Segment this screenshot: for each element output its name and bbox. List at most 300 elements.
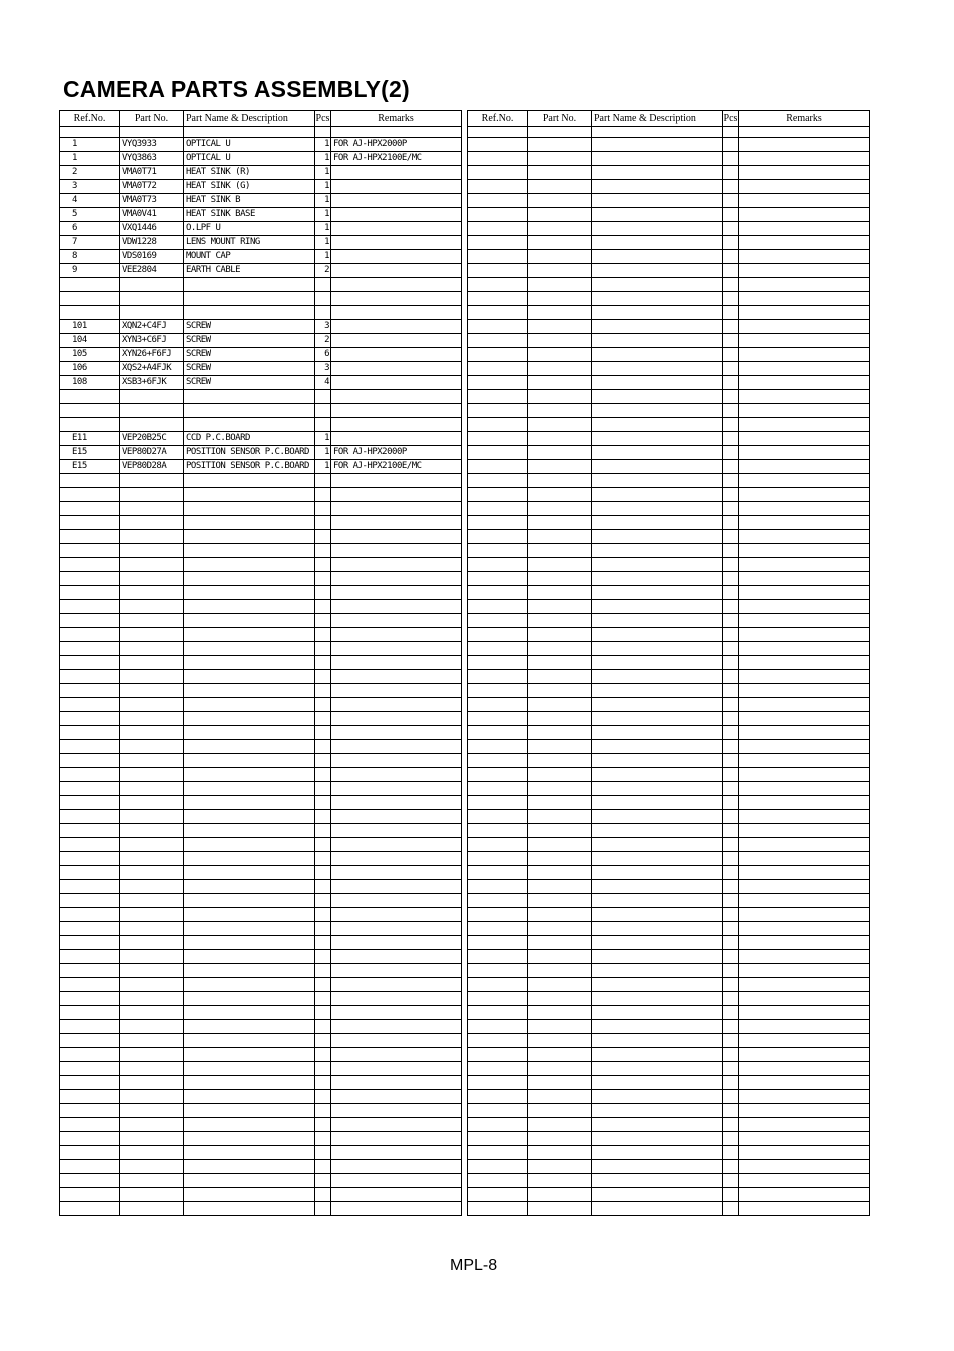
part-no-cell	[120, 1188, 184, 1202]
table-row	[60, 460, 462, 474]
table-row	[60, 292, 462, 306]
ref-cell: 106	[60, 362, 120, 376]
pcs-cell	[723, 404, 739, 418]
part-no-cell	[528, 1048, 592, 1062]
part-no-cell	[120, 936, 184, 950]
part-no-cell	[120, 740, 184, 754]
part-no-cell: VDW1228	[120, 236, 184, 250]
ref-cell	[60, 292, 120, 306]
pcs-cell	[723, 208, 739, 222]
ref-cell	[60, 852, 120, 866]
part-no-cell	[528, 208, 592, 222]
part-no-cell: XYN3+C6FJ	[120, 334, 184, 348]
pcs-cell	[723, 544, 739, 558]
ref-cell	[468, 656, 528, 670]
part-no-cell	[120, 1006, 184, 1020]
remarks-cell	[739, 614, 870, 628]
remarks-cell	[331, 432, 462, 446]
remarks-cell	[331, 586, 462, 600]
table-row	[60, 614, 462, 628]
table-row	[468, 1132, 870, 1146]
ref-cell	[468, 1076, 528, 1090]
remarks-cell	[331, 936, 462, 950]
part-name-cell: SCREW	[184, 376, 315, 390]
part-no-cell	[120, 698, 184, 712]
pcs-cell	[315, 1160, 331, 1174]
table-row	[60, 1020, 462, 1034]
part-no-cell	[120, 852, 184, 866]
remarks-cell	[331, 964, 462, 978]
table-row	[60, 1188, 462, 1202]
pcs-cell	[723, 250, 739, 264]
ref-cell	[60, 1188, 120, 1202]
remarks-cell	[739, 656, 870, 670]
table-row	[468, 390, 870, 404]
part-name-cell	[592, 628, 723, 642]
part-name-cell	[592, 712, 723, 726]
table-row	[468, 222, 870, 236]
pcs-cell	[315, 488, 331, 502]
header-ref-no: Ref.No.	[468, 111, 528, 127]
ref-cell	[468, 936, 528, 950]
remarks-cell	[331, 264, 462, 278]
remarks-cell	[331, 127, 462, 138]
table-row	[60, 838, 462, 852]
part-name-cell	[592, 866, 723, 880]
part-no-cell	[528, 740, 592, 754]
ref-cell: 7	[60, 236, 120, 250]
part-name-cell	[592, 768, 723, 782]
part-name-cell: POSITION SENSOR P.C.BOARD	[184, 446, 315, 460]
ref-cell	[60, 614, 120, 628]
ref-cell	[468, 586, 528, 600]
part-no-cell	[528, 138, 592, 152]
pcs-cell	[315, 852, 331, 866]
table-row	[60, 964, 462, 978]
pcs-cell	[723, 1020, 739, 1034]
part-no-cell	[120, 530, 184, 544]
table-row	[60, 628, 462, 642]
remarks-cell	[331, 558, 462, 572]
table-row	[468, 194, 870, 208]
table-row	[468, 1146, 870, 1160]
table-row	[468, 530, 870, 544]
table-row	[60, 768, 462, 782]
remarks-cell	[331, 768, 462, 782]
part-name-cell	[184, 1132, 315, 1146]
remarks-cell	[331, 572, 462, 586]
ref-cell	[468, 208, 528, 222]
part-no-cell	[120, 866, 184, 880]
part-no-cell: VYQ3933	[120, 138, 184, 152]
ref-cell	[60, 922, 120, 936]
pcs-cell	[723, 964, 739, 978]
remarks-cell	[331, 292, 462, 306]
remarks-cell	[739, 390, 870, 404]
part-name-cell: O.LPF U	[184, 222, 315, 236]
part-no-cell	[528, 908, 592, 922]
part-no-cell	[120, 894, 184, 908]
table-header-row	[468, 111, 870, 127]
part-name-cell	[592, 1076, 723, 1090]
part-no-cell	[120, 1202, 184, 1216]
table-row	[60, 698, 462, 712]
pcs-cell	[315, 810, 331, 824]
table-row	[60, 1146, 462, 1160]
remarks-cell	[739, 852, 870, 866]
part-name-cell	[184, 810, 315, 824]
part-name-cell	[592, 530, 723, 544]
part-no-cell	[528, 334, 592, 348]
part-no-cell	[528, 978, 592, 992]
part-no-cell: VYQ3863	[120, 152, 184, 166]
ref-cell: 5	[60, 208, 120, 222]
part-name-cell	[592, 264, 723, 278]
page-number: MPL-8	[450, 1257, 498, 1274]
pcs-cell	[723, 796, 739, 810]
part-no-cell	[528, 852, 592, 866]
remarks-cell: FOR AJ-HPX2000P	[331, 446, 462, 460]
part-name-cell	[592, 740, 723, 754]
remarks-cell	[739, 628, 870, 642]
ref-cell	[468, 320, 528, 334]
pcs-cell: 2	[315, 334, 331, 348]
remarks-cell	[331, 166, 462, 180]
part-name-cell	[184, 936, 315, 950]
part-no-cell: VEE2804	[120, 264, 184, 278]
pcs-cell	[315, 614, 331, 628]
ref-cell	[468, 684, 528, 698]
pcs-cell: 1	[315, 236, 331, 250]
part-name-cell	[184, 824, 315, 838]
table-row	[468, 1104, 870, 1118]
part-no-cell	[528, 866, 592, 880]
part-no-cell	[120, 1118, 184, 1132]
remarks-cell	[331, 1104, 462, 1118]
table-header-row	[60, 111, 462, 127]
part-name-cell: SCREW	[184, 334, 315, 348]
table-row	[60, 1048, 462, 1062]
ref-cell	[468, 978, 528, 992]
part-no-cell	[528, 670, 592, 684]
pcs-cell: 1	[315, 460, 331, 474]
part-name-cell	[592, 1132, 723, 1146]
pcs-cell	[315, 516, 331, 530]
part-no-cell	[120, 474, 184, 488]
pcs-cell	[723, 446, 739, 460]
ref-cell	[468, 194, 528, 208]
pcs-cell	[723, 432, 739, 446]
part-no-cell	[528, 1104, 592, 1118]
ref-cell	[60, 600, 120, 614]
part-name-cell	[592, 1188, 723, 1202]
part-name-cell	[184, 1062, 315, 1076]
part-name-cell	[184, 726, 315, 740]
part-name-cell	[184, 978, 315, 992]
pcs-cell	[723, 292, 739, 306]
part-no-cell	[528, 600, 592, 614]
part-name-cell	[592, 1146, 723, 1160]
ref-cell	[468, 292, 528, 306]
part-no-cell	[528, 586, 592, 600]
part-name-cell	[184, 628, 315, 642]
table-row	[60, 754, 462, 768]
part-no-cell	[528, 152, 592, 166]
remarks-cell	[739, 782, 870, 796]
ref-cell	[468, 992, 528, 1006]
table-row	[468, 292, 870, 306]
part-name-cell: HEAT SINK (R)	[184, 166, 315, 180]
remarks-cell	[331, 208, 462, 222]
ref-cell	[468, 1048, 528, 1062]
table-row	[468, 572, 870, 586]
header-pcs: Pcs	[723, 111, 739, 127]
pcs-cell	[723, 390, 739, 404]
table-row	[60, 1132, 462, 1146]
part-name-cell	[592, 670, 723, 684]
part-name-cell	[184, 642, 315, 656]
pcs-cell	[315, 1188, 331, 1202]
part-no-cell	[120, 600, 184, 614]
part-no-cell	[528, 838, 592, 852]
ref-cell	[468, 166, 528, 180]
part-name-cell	[184, 684, 315, 698]
pcs-cell	[723, 1006, 739, 1020]
part-no-cell	[528, 432, 592, 446]
ref-cell	[468, 810, 528, 824]
part-no-cell	[120, 1160, 184, 1174]
pcs-cell	[315, 1090, 331, 1104]
table-row	[468, 796, 870, 810]
part-no-cell	[528, 502, 592, 516]
remarks-cell	[739, 740, 870, 754]
ref-cell	[468, 1132, 528, 1146]
part-no-cell	[528, 320, 592, 334]
table-row	[468, 558, 870, 572]
table-row	[60, 726, 462, 740]
part-no-cell	[528, 698, 592, 712]
pcs-cell	[315, 544, 331, 558]
table-row	[468, 446, 870, 460]
remarks-cell	[739, 698, 870, 712]
remarks-cell	[739, 936, 870, 950]
part-no-cell	[528, 572, 592, 586]
table-row	[60, 1076, 462, 1090]
remarks-cell	[739, 362, 870, 376]
pcs-cell	[315, 754, 331, 768]
pcs-cell	[315, 866, 331, 880]
table-row	[468, 726, 870, 740]
pcs-cell	[315, 390, 331, 404]
remarks-cell	[739, 950, 870, 964]
remarks-cell	[739, 586, 870, 600]
part-name-cell	[592, 474, 723, 488]
part-name-cell	[592, 1090, 723, 1104]
header-part-name: Part Name & Description	[592, 111, 723, 127]
table-row	[60, 1006, 462, 1020]
ref-cell	[468, 908, 528, 922]
pcs-cell	[723, 810, 739, 824]
table-row	[60, 376, 462, 390]
table-row	[60, 1202, 462, 1216]
ref-cell: E15	[60, 446, 120, 460]
part-no-cell	[528, 754, 592, 768]
pcs-cell	[315, 1146, 331, 1160]
remarks-cell	[331, 1174, 462, 1188]
table-row	[468, 404, 870, 418]
ref-cell	[468, 264, 528, 278]
pcs-cell	[723, 376, 739, 390]
pcs-cell	[315, 670, 331, 684]
part-no-cell	[528, 194, 592, 208]
remarks-cell	[331, 1202, 462, 1216]
part-name-cell	[592, 222, 723, 236]
ref-cell	[468, 1104, 528, 1118]
table-row	[468, 712, 870, 726]
ref-cell	[60, 782, 120, 796]
header-ref-no: Ref.No.	[60, 111, 120, 127]
part-no-cell	[120, 656, 184, 670]
ref-cell	[60, 278, 120, 292]
ref-cell	[60, 1090, 120, 1104]
pcs-cell	[315, 642, 331, 656]
part-name-cell	[592, 544, 723, 558]
part-no-cell	[528, 1174, 592, 1188]
ref-cell: 6	[60, 222, 120, 236]
remarks-cell	[739, 1006, 870, 1020]
remarks-cell	[739, 1076, 870, 1090]
header-part-no: Part No.	[528, 111, 592, 127]
table-row	[468, 306, 870, 320]
part-no-cell	[528, 894, 592, 908]
remarks-cell	[739, 838, 870, 852]
remarks-cell	[331, 600, 462, 614]
part-name-cell: CCD P.C.BOARD	[184, 432, 315, 446]
ref-cell	[468, 1188, 528, 1202]
ref-cell	[468, 544, 528, 558]
table-row	[468, 1006, 870, 1020]
pcs-cell	[315, 908, 331, 922]
part-no-cell	[120, 964, 184, 978]
ref-cell	[60, 754, 120, 768]
pcs-cell	[723, 194, 739, 208]
table-row	[60, 166, 462, 180]
part-no-cell	[120, 292, 184, 306]
ref-cell	[468, 922, 528, 936]
part-no-cell	[528, 628, 592, 642]
table-row	[468, 768, 870, 782]
pcs-cell	[315, 782, 331, 796]
part-no-cell	[120, 418, 184, 432]
part-name-cell	[184, 390, 315, 404]
part-no-cell	[528, 250, 592, 264]
remarks-cell	[331, 320, 462, 334]
remarks-cell	[739, 1062, 870, 1076]
ref-cell	[468, 726, 528, 740]
ref-cell	[468, 894, 528, 908]
ref-cell	[60, 740, 120, 754]
part-name-cell	[184, 404, 315, 418]
part-no-cell	[528, 964, 592, 978]
ref-cell	[468, 1006, 528, 1020]
remarks-cell	[739, 418, 870, 432]
table-row	[468, 628, 870, 642]
ref-cell	[468, 642, 528, 656]
pcs-cell	[315, 712, 331, 726]
parts-table-right-body	[468, 127, 870, 1216]
remarks-cell	[739, 768, 870, 782]
part-name-cell	[592, 236, 723, 250]
part-name-cell	[184, 278, 315, 292]
part-name-cell	[592, 1048, 723, 1062]
pcs-cell: 1	[315, 446, 331, 460]
pcs-cell: 1	[315, 194, 331, 208]
part-name-cell: EARTH CABLE	[184, 264, 315, 278]
table-row	[468, 922, 870, 936]
table-row	[468, 460, 870, 474]
pcs-cell	[315, 1034, 331, 1048]
ref-cell: 101	[60, 320, 120, 334]
part-no-cell	[528, 404, 592, 418]
ref-cell	[468, 614, 528, 628]
remarks-cell	[331, 516, 462, 530]
remarks-cell	[739, 530, 870, 544]
pcs-cell	[723, 754, 739, 768]
pcs-cell	[723, 558, 739, 572]
ref-cell	[60, 908, 120, 922]
part-no-cell: VMA0T73	[120, 194, 184, 208]
table-row	[468, 1174, 870, 1188]
part-name-cell	[592, 796, 723, 810]
part-name-cell	[184, 516, 315, 530]
ref-cell	[60, 1202, 120, 1216]
part-name-cell	[184, 950, 315, 964]
part-name-cell	[592, 278, 723, 292]
pcs-cell	[315, 740, 331, 754]
part-name-cell	[592, 894, 723, 908]
part-no-cell	[528, 544, 592, 558]
part-name-cell	[184, 127, 315, 138]
part-no-cell	[120, 768, 184, 782]
part-name-cell	[184, 488, 315, 502]
ref-cell	[60, 1006, 120, 1020]
pcs-cell	[723, 334, 739, 348]
part-no-cell	[120, 1146, 184, 1160]
ref-cell	[60, 838, 120, 852]
remarks-cell	[739, 544, 870, 558]
table-row	[60, 642, 462, 656]
remarks-cell	[739, 642, 870, 656]
remarks-cell	[739, 502, 870, 516]
part-name-cell	[184, 1006, 315, 1020]
remarks-cell	[331, 1132, 462, 1146]
ref-cell	[468, 1202, 528, 1216]
remarks-cell	[739, 572, 870, 586]
table-row	[60, 558, 462, 572]
remarks-cell	[739, 1034, 870, 1048]
part-no-cell	[120, 614, 184, 628]
table-row	[468, 1062, 870, 1076]
part-name-cell	[184, 838, 315, 852]
table-row	[60, 1118, 462, 1132]
pcs-cell	[723, 1174, 739, 1188]
part-no-cell	[120, 922, 184, 936]
remarks-cell	[331, 782, 462, 796]
remarks-cell	[739, 1118, 870, 1132]
ref-cell	[468, 754, 528, 768]
remarks-cell	[739, 488, 870, 502]
ref-cell	[468, 488, 528, 502]
